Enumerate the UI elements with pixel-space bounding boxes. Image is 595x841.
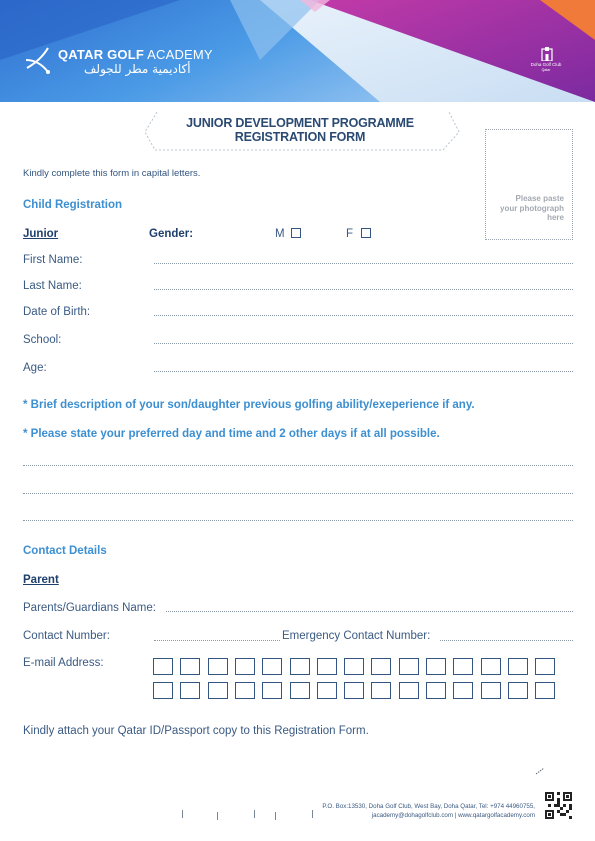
email-char-box[interactable]	[153, 682, 173, 699]
email-char-box[interactable]	[481, 682, 501, 699]
email-char-box[interactable]	[371, 682, 391, 699]
email-char-box[interactable]	[508, 682, 528, 699]
email-char-box[interactable]	[508, 658, 528, 675]
notes-line-3[interactable]	[23, 520, 573, 521]
guardian-name-label: Parents/Guardians Name:	[23, 602, 156, 614]
notes-line-1[interactable]	[23, 465, 573, 466]
email-char-box[interactable]	[208, 682, 228, 699]
email-char-box[interactable]	[180, 682, 200, 699]
notes-line-2[interactable]	[23, 493, 573, 494]
date-of-birth-field[interactable]	[154, 315, 573, 316]
email-char-box[interactable]	[344, 658, 364, 675]
club-name: Doha Golf Club	[530, 62, 562, 67]
email-char-box[interactable]	[426, 658, 446, 675]
email-char-box[interactable]	[290, 682, 310, 699]
photo-box	[485, 129, 573, 240]
male-label: M	[275, 228, 285, 240]
parent-label: Parent	[23, 574, 59, 586]
intro-text: Kindly complete this form in capital letters.	[23, 168, 201, 179]
emergency-contact-label: Emergency Contact Number:	[282, 630, 431, 642]
email-char-box[interactable]	[235, 682, 255, 699]
last-name-label: Last Name:	[23, 280, 82, 292]
school-field[interactable]	[154, 343, 573, 344]
date-of-birth-label: Date of Birth:	[23, 306, 91, 318]
email-char-box[interactable]	[180, 658, 200, 675]
form-title: JUNIOR DEVELOPMENT PROGRAMME REGISTRATION FORM	[186, 116, 414, 144]
gender-label: Gender:	[149, 228, 194, 240]
attach-note: Kindly attach your Qatar ID/Passport copy to this Registration Form.	[23, 725, 369, 737]
email-char-box[interactable]	[290, 658, 310, 675]
email-char-box[interactable]	[453, 658, 473, 675]
preferred-day-note: * Please state your preferred day and time and 2 other days if at all possible.	[23, 428, 440, 440]
school-label: School:	[23, 334, 62, 346]
footer-divider	[217, 812, 218, 820]
female-checkbox[interactable]	[361, 228, 371, 238]
club-subtitle: Qatar	[541, 68, 551, 72]
footer-contact: jacademy@dohagolfclub.com | www.qatargolfacademy.com	[371, 812, 535, 819]
guardian-name-field[interactable]	[166, 611, 573, 612]
email-char-box[interactable]	[317, 658, 337, 675]
email-char-box[interactable]	[262, 658, 282, 675]
age-field[interactable]	[154, 371, 573, 372]
email-char-box[interactable]	[235, 658, 255, 675]
first-name-field[interactable]	[154, 263, 573, 264]
email-char-box[interactable]	[208, 658, 228, 675]
male-checkbox[interactable]	[291, 228, 301, 238]
email-char-box[interactable]	[453, 682, 473, 699]
first-name-label: First Name:	[23, 254, 83, 266]
email-char-box[interactable]	[371, 658, 391, 675]
last-name-field[interactable]	[154, 289, 573, 290]
contact-number-field[interactable]	[154, 640, 280, 641]
qr-code-icon	[545, 792, 572, 819]
junior-label: Junior	[23, 228, 59, 240]
brand-name-arabic: أكاديمية مطر للجولف	[84, 62, 191, 76]
golf-academy-logo-icon	[24, 46, 54, 74]
footer-divider	[182, 810, 183, 818]
photo-instructions: Please paste your photograph here	[500, 194, 564, 222]
email-char-box[interactable]	[481, 658, 501, 675]
ability-note: * Brief description of your son/daughter previous golfing ability/exeperience if any.	[23, 399, 475, 411]
decorative-mark-icon	[535, 767, 545, 775]
age-label: Age:	[23, 362, 47, 374]
email-char-box[interactable]	[535, 682, 555, 699]
contact-details-heading: Contact Details	[23, 545, 107, 557]
email-label: E-mail Address:	[23, 657, 104, 669]
doha-golf-club-logo-icon	[541, 47, 553, 61]
contact-number-label: Contact Number:	[23, 630, 110, 642]
email-char-box[interactable]	[153, 658, 173, 675]
brand-name: QATAR GOLF ACADEMY	[58, 47, 213, 62]
email-char-box[interactable]	[262, 682, 282, 699]
email-char-box[interactable]	[399, 658, 419, 675]
email-char-box[interactable]	[399, 682, 419, 699]
email-char-box[interactable]	[344, 682, 364, 699]
child-registration-heading: Child Registration	[23, 199, 123, 211]
footer-address: P.O. Box:13530, Doha Golf Club, West Bay, Doha Qatar, Tel: +974 44960755,	[322, 803, 535, 810]
email-char-box[interactable]	[535, 658, 555, 675]
female-label: F	[346, 228, 354, 240]
emergency-contact-field[interactable]	[440, 640, 573, 641]
email-char-box[interactable]	[426, 682, 446, 699]
email-char-box[interactable]	[317, 682, 337, 699]
